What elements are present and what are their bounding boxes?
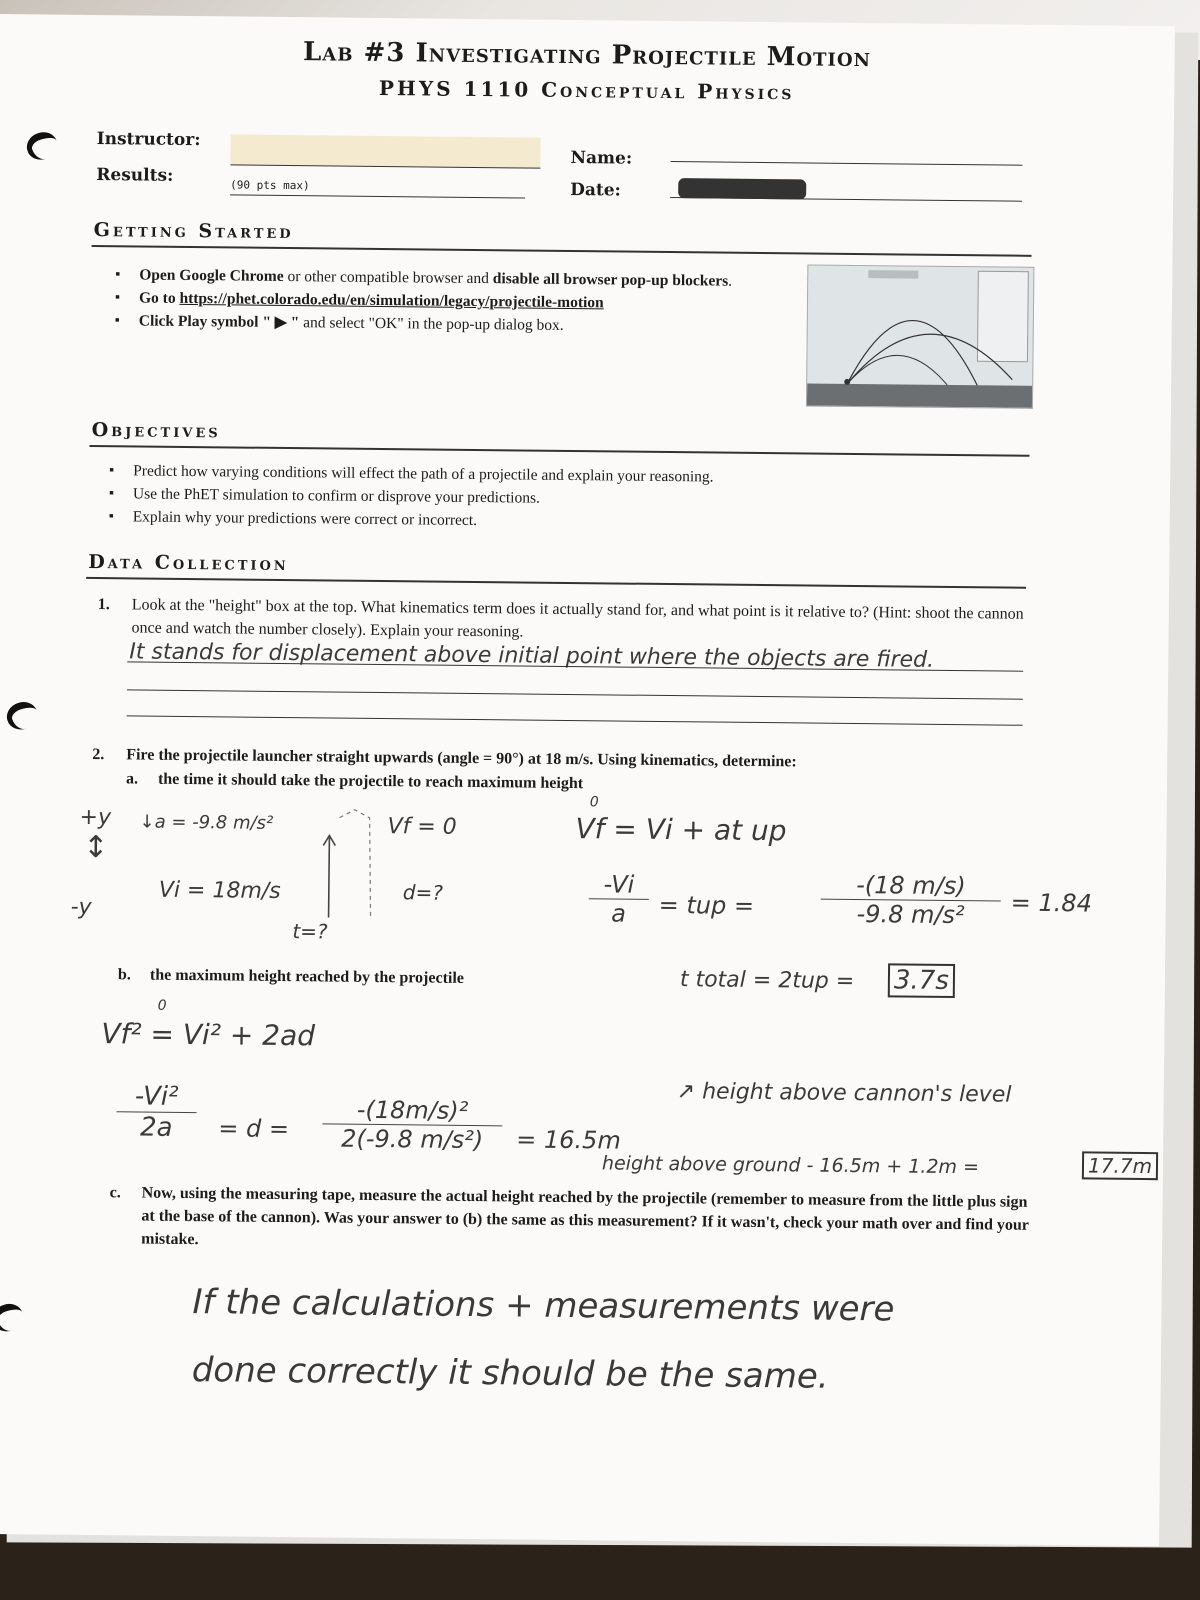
section-rule	[92, 245, 1032, 257]
name-field[interactable]	[670, 161, 1022, 166]
d-result: = 16.5m	[516, 1125, 621, 1155]
date-label: Date:	[570, 179, 621, 201]
trajectory-sketch-icon	[308, 807, 389, 928]
question-2c-answer-line-1: If the calculations + measurements were	[192, 1282, 895, 1330]
equation-1: Vf = Vi + at up	[575, 812, 787, 848]
acceleration-value: ↓a = -9.8 m/s²	[139, 811, 274, 834]
phet-link[interactable]: https://phet.colorado.edu/en/simulation/legacy/projectile-motion	[179, 289, 604, 312]
question-2b-text: the maximum height reached by the projectile	[149, 966, 465, 987]
question-2c-letter: c.	[109, 1184, 121, 1202]
question-2a-letter: a.	[125, 770, 139, 788]
binder-hole	[23, 128, 61, 164]
equation-2-zero: 0	[157, 997, 167, 1014]
binder-hole	[3, 698, 41, 734]
name-label: Name:	[570, 147, 633, 169]
t-up-label: = tup =	[658, 890, 755, 920]
fraction-3-numerator: -Vi²	[117, 1081, 197, 1113]
question-2a-text: the time it should take the projectile to reach maximum height	[157, 770, 584, 793]
question-2c-text: Now, using the measuring tape, measure the actual height reached by the projectile (remember to measure from the little plus sign at the base of the cannon). Was your answer to (b) the same as this measurement? If it wasn't, check your math over and find your mistake.	[141, 1184, 1029, 1249]
question-2b-letter: b.	[117, 966, 131, 984]
question-2-number: 2.	[92, 746, 105, 764]
getting-started-list	[107, 263, 790, 339]
equation-1-zero: 0	[589, 794, 599, 811]
question-1-number: 1.	[97, 596, 110, 614]
results-label: Results:	[96, 165, 174, 186]
section-rule	[86, 577, 1026, 589]
fraction-2-numerator: -(18 m/s)	[821, 871, 1001, 902]
instructor-field[interactable]	[230, 134, 540, 167]
trajectory-image	[807, 265, 1033, 407]
worksheet-page	[0, 14, 1175, 1546]
fraction-2-denominator: -9.8 m/s²	[856, 900, 965, 930]
objective-item: ▪ Predict how varying conditions will effect the path of a projectile and explain your reasoning.	[133, 459, 1033, 491]
plain-text: and select "OK" in the pop-up dialog box.	[299, 314, 564, 334]
fraction-4	[322, 1095, 503, 1154]
plus-y-label: +y	[79, 804, 112, 831]
question-2c-answer-line-2: done correctly it should be the same.	[191, 1350, 829, 1397]
note-ground: height above ground - 16.5m + 1.2m =	[601, 1152, 980, 1179]
section-rule	[89, 445, 1029, 457]
getting-started-heading: Getting Started	[93, 218, 294, 244]
question-2-text: Fire the projectile launcher straight upwards (angle = 90°) at 18 m/s. Using kinematics, determine:	[126, 746, 797, 771]
objective-item: ▪ Use the PhET simulation to confirm or disprove your predictions.	[133, 482, 1033, 514]
question-1-answer: It stands for displacement above initial point where the objects are fired.	[129, 639, 935, 673]
bold-text: disable all browser pop-up blockers	[492, 270, 729, 290]
time-unknown: t=?	[292, 919, 328, 944]
fraction-1-numerator: -Vi	[589, 870, 649, 900]
results-note: (90 pts max)	[230, 178, 310, 193]
note-cannon-level: ↗ height above cannon's level	[676, 1079, 1012, 1108]
fraction-3	[116, 1081, 197, 1143]
simulation-screenshot	[806, 264, 1034, 408]
t-up-result: = 1.84	[1010, 888, 1093, 918]
fraction-3-denominator: 2a	[139, 1112, 173, 1143]
fraction-4-denominator: 2(-9.8 m/s²)	[341, 1124, 484, 1155]
bold-text: Open Google Chrome	[139, 266, 284, 285]
objectives-list	[101, 459, 1034, 538]
answer-line	[127, 715, 1023, 725]
bold-text: Click Play symbol " ▶ "	[138, 312, 300, 332]
date-field[interactable]	[670, 197, 1022, 202]
results-line	[230, 194, 525, 198]
binder-hole	[0, 1300, 27, 1336]
up-down-arrow-icon: ↕	[83, 829, 109, 866]
displacement-unknown: d=?	[402, 880, 444, 905]
plain-text: or other compatible browser and	[283, 267, 493, 288]
t-total-label: t total = 2tup =	[679, 967, 855, 994]
t-total-result: 3.7s	[888, 963, 955, 998]
initial-velocity: Vi = 18m/s	[158, 877, 281, 904]
answer-line	[127, 689, 1023, 699]
data-collection-heading: Data Collection	[88, 550, 289, 576]
d-label: = d =	[218, 1114, 290, 1144]
course-title: PHYS 1110 Conceptual Physics	[378, 75, 795, 105]
fraction-4-numerator: -(18m/s)²	[322, 1095, 502, 1126]
plain-text: .	[728, 272, 733, 290]
objectives-heading: Objectives	[91, 418, 221, 443]
page-title: Lab #3 Investigating Projectile Motion	[302, 37, 872, 74]
objective-item: ▪ Explain why your predictions were correct or incorrect.	[133, 505, 1033, 537]
equation-2: Vf² = Vi² + 2ad	[101, 1017, 316, 1053]
ground-result: 17.7m	[1082, 1151, 1158, 1180]
plain-text: Go to	[138, 289, 180, 307]
instructor-label: Instructor:	[96, 129, 201, 151]
fraction-1	[588, 870, 649, 928]
redacted-date	[678, 178, 806, 199]
fraction-2	[820, 871, 1001, 930]
fraction-1-denominator: a	[611, 899, 627, 928]
minus-y-label: -y	[70, 894, 92, 921]
question-1-text: Look at the "height" box at the top. What kinematics term does it actually stand for, and what point is it relative to? (Hint: shoot the cannon once and watch the number closely). Explain your reasoning.	[131, 596, 1024, 641]
final-velocity: Vf = 0	[387, 814, 457, 840]
